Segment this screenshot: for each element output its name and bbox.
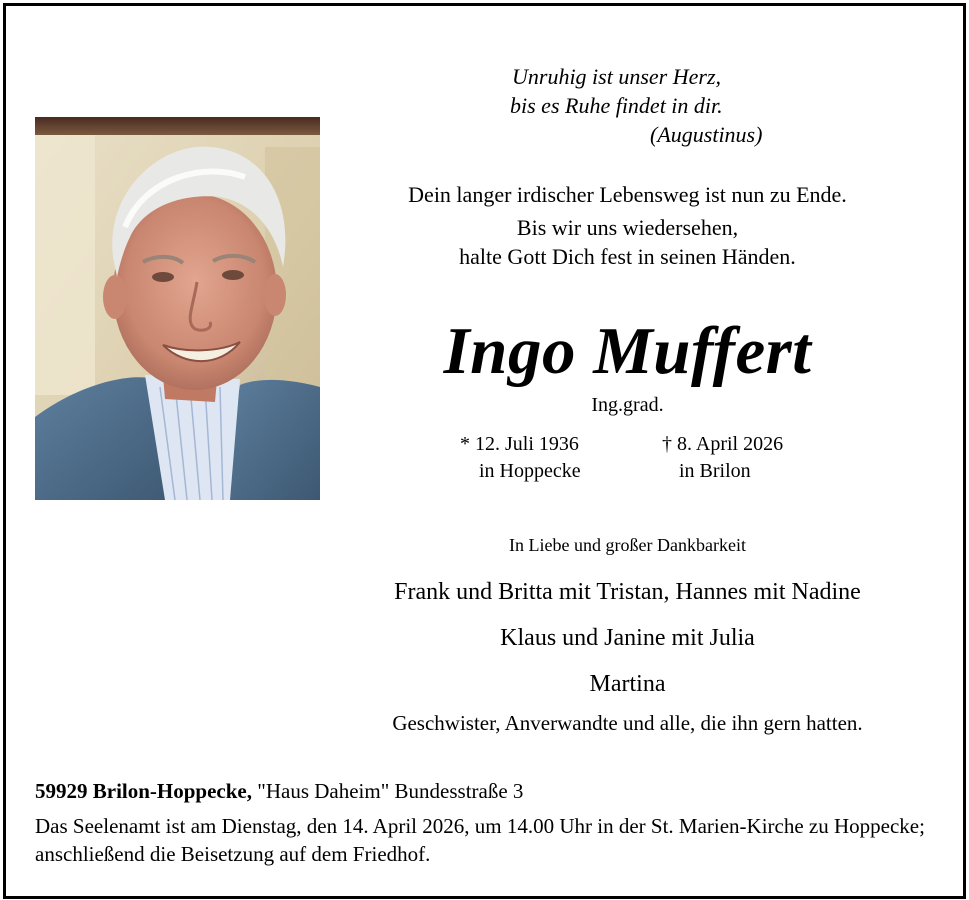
birth-place: in Hoppecke [479,460,581,482]
address-street: "Haus Daheim" Bundesstraße 3 [252,779,524,803]
intro-line-1: Dein langer irdischer Lebensweg ist nun zu Ende. [408,182,847,207]
death-place: in Brilon [679,460,751,482]
mourners-line-1: Frank und Britta mit Tristan, Hannes mit Nadine [394,579,861,605]
portrait-image [35,117,320,500]
mourners-line-2: Klaus und Janine mit Julia [500,625,755,651]
birth-date: * 12. Juli 1936 [460,433,579,455]
quote-line-1: Unruhig ist unser Herz, [512,64,722,89]
birth-info [460,431,581,485]
address-line [35,777,523,805]
portrait-photo [35,117,320,500]
intro-line-2: Bis wir uns wiedersehen, [516,215,739,240]
quote-line-2: bis es Ruhe findet in dir. [510,93,723,118]
quote-author: (Augustinus) [650,122,763,147]
mourners-line-3: Martina [589,671,666,697]
death-date: † 8. April 2026 [662,433,784,455]
mourners-line-4: Geschwister, Anverwandte und alle, die ihn gern hatten. [392,711,863,735]
mourners-intro: In Liebe und großer Dankbarkeit [509,535,746,555]
service-info: Das Seelenamt ist am Dienstag, den 14. April 2026, um 14.00 Uhr in der St. Marien-Kirche zu Hoppecke; anschließend die Beisetzung auf dem Friedhof. [35,814,925,866]
address-postal-city: 59929 Brilon-Hoppecke, [35,779,253,803]
deceased-title: Ing.grad. [591,394,664,416]
deceased-name: Ingo Muffert [443,314,812,388]
death-info [662,431,783,485]
quote-block [500,62,762,149]
intro-block [370,180,885,271]
intro-line-3: halte Gott Dich fest in seinen Händen. [459,244,796,269]
